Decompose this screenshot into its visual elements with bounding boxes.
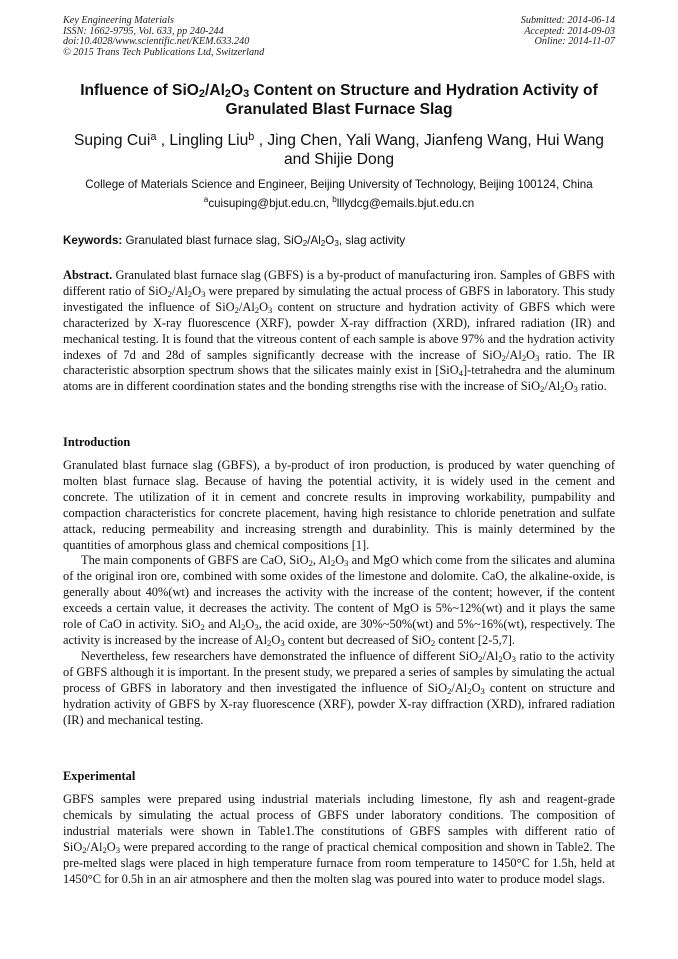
- section-heading-experimental: Experimental: [63, 769, 136, 783]
- journal-header-right: [521, 16, 615, 48]
- author-list: Suping Cui$^a$ , Lingling Liu$^b$ , Jing Chen, Yali Wang, Jianfeng Wang, Hui Wang and Shijie Dong: [74, 131, 604, 168]
- abstract-paragraph: Abstract. Granulated blast furnace slag (GBFS) is a by-product of manufacturing iron. Samples of GBFS with different ratio of $SiO_2/Al_2O_3$ were prepared by simulating the actual process of GBFS in laboratory. This study investigated the influence of $SiO_2/Al_2O_3$ content on structure and hydration activity of GBFS which were characterized by X-ray fluorescence (XRF), powder X-ray diffraction (XRD), infrared radiation (IR) and mechanical testing. It is found that the vitreous content of each sample is above 97% and the hydration activity indexes of 7d and 28d of samples significantly decrease with the increase of $SiO_2/Al_2O_3$ ratio. The IR characteristic absorption spectrum shows that the silicates mainly exist in [SiO$_4$]-tetrahedra and the aluminum atoms are in different coordination states and the bonding strengths rise with the increase of $SiO_2/Al_2O_3$ ratio.: [63, 268, 616, 395]
- accepted-date: Accepted: 2014-09-03: [524, 25, 615, 37]
- section-heading-introduction: Introduction: [63, 435, 131, 449]
- introduction-paragraph-2: The main components of GBFS are CaO, SiO$_2$, $Al_2O_3$ and MgO which come from the silicates and alumina of the original iron ore, combined with some oxides of the limestone and dolomite. CaO, the alkaline-oxide, is generally about 40%(wt) and increases the activity with the increase of the content; however, if the content exceeds a certain value, it decreases the activity. The content of MgO is 5%~12%(wt) and it plays the same role of CaO in activity. SiO$_2$ and $Al_2O_3$, the acid oxide, are 30%~50%(wt) and 5%~16%(wt), respectively. The activity is increased by the increase of $Al_2O_3$ content but decreased of SiO$_2$ content [2-5,7].: [63, 553, 616, 648]
- issn-line: ISSN: 1662-9795, Vol. 633, pp 240-244: [63, 25, 224, 37]
- introduction-body: [63, 458, 615, 728]
- introduction-paragraph-3: Nevertheless, few researchers have demonstrated the influence of different $SiO_2/Al_2O_3$ ratio to the activity of GBFS although it is important. In the present study, we prepared a series of samples by simulating the actual process of GBFS in laboratory and then investigated the influence of $SiO_2/Al_2O_3$ content on structure and hydration activity of GBFS by X-ray fluorescence (XRF), powder X-ray diffraction (XRD), infrared radiation (IR) and mechanical testing.: [63, 648, 615, 727]
- journal-header-left: [63, 16, 264, 58]
- experimental-paragraph: GBFS samples were prepared using industrial materials including limestone, fly ash and reagent-grade chemicals by simulating the actual process of GBFS under laboratory conditions. The composition of industrial materials were shown in Table1.The constitutions of GBFS samples with different ratio of $SiO_2/Al_2O_3$ were prepared according to the range of practical chemical composition and shown in Table2. The pre-melted slags were placed in high temperature furnace from room temperature to 1450°C for 1.5h, held at 1450°C for 0.5h in an air atmosphere and then the molten slag was poured into water to produce model slags.: [63, 792, 615, 886]
- paper-title: Influence of $SiO_2/Al_2O_3$ Content on Structure and Hydration Activity of Granulated Blast Furnace Slag: [80, 82, 598, 118]
- keywords: Keywords: Granulated blast furnace slag, $SiO_2/Al_2O_3$, slag activity: [63, 234, 406, 248]
- keywords-label: Keywords:: [63, 234, 123, 247]
- online-date: Online: 2014-11-07: [534, 36, 615, 48]
- doi-line: doi:10.4028/www.scientific.net/KEM.633.240: [63, 36, 250, 48]
- journal-name: Key Engineering Materials: [63, 15, 174, 26]
- affiliation: College of Materials Science and Engineer, Beijing University of Technology, Beijing 100124, China: [85, 178, 593, 191]
- abstract-label: Abstract.: [63, 268, 113, 282]
- copyright-line: © 2015 Trans Tech Publications Ltd, Switzerland: [63, 46, 265, 58]
- introduction-paragraph-1: Granulated blast furnace slag (GBFS), a by-product of iron production, is produced by water quenching of molten blast furnace slag. Because of having the potential activity, it is widely used in the cement and concrete. The utilization of it in cement and concrete results in improving workability, pumpability and compaction characteristics for concrete placement, having high resistance to chloride penetration and sulfate attack, reducing permeability and increasing strength and durabinlity. This is mainly determined by the quantities of amorphous glass and chemical compositions [1].: [63, 458, 615, 552]
- author-emails: $^a$cuisuping@bjut.edu.cn, $^b$lllydcg@emails.bjut.edu.cn: [203, 195, 475, 210]
- submitted-date: Submitted: 2014-06-14: [520, 15, 615, 26]
